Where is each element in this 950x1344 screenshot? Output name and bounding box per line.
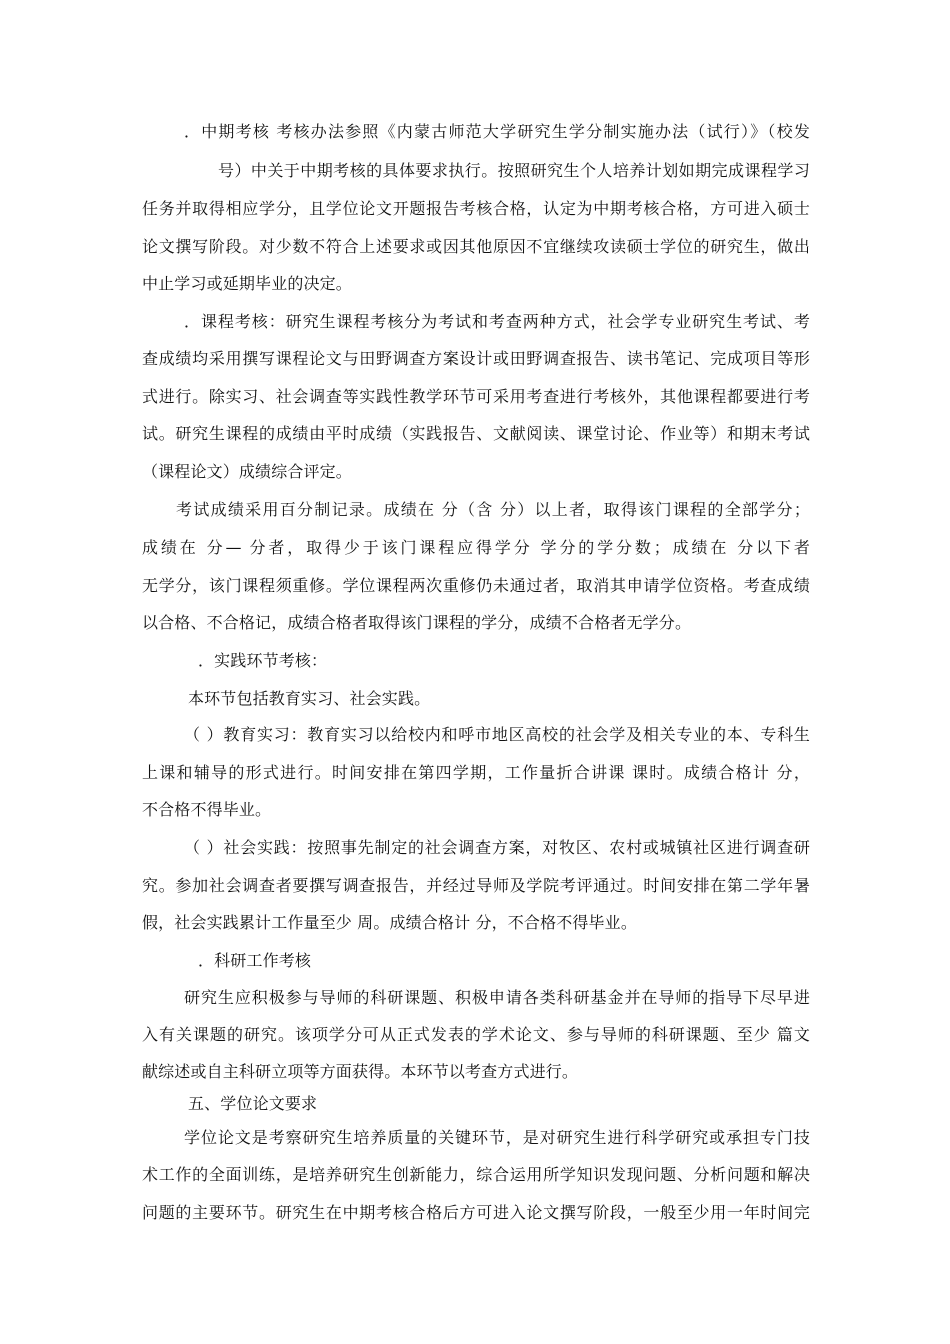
text-line: 研究生应积极参与导师的科研课题、积极申请各类科研基金并在导师的指导下尽早进: [184, 988, 810, 1007]
text-line: 无学分，该门课程须重修。学位课程两次重修仍未通过者，取消其申请学位资格。考查成绩: [142, 576, 810, 595]
text-line: （ ）教育实习：教育实习以给校内和呼市地区高校的社会学及相关专业的本、专科生: [184, 725, 810, 744]
text-line: 中止学习或延期毕业的决定。: [142, 274, 352, 293]
text-line: 术工作的全面训练，是培养研究生创新能力，综合运用所学知识发现问题、分析问题和解决: [142, 1165, 810, 1184]
text-line: ．课程考核：研究生课程考核分为考试和考查两种方式，社会学专业研究生考试、考: [184, 312, 810, 331]
text-line: 式进行。除实习、社会调查等实践性教学环节可采用考查进行考核外，其他课程都要进行考: [142, 387, 810, 406]
text-line: 考试成绩采用百分制记录。成绩在 分（含 分）以上者，取得该门课程的全部学分；: [176, 500, 810, 519]
section-heading: 五、学位论文要求: [188, 1094, 318, 1113]
section-heading: ．科研工作考核: [198, 951, 312, 970]
text-line: 试。研究生课程的成绩由平时成绩（实践报告、文献阅读、课堂讨论、作业等）和期末考试: [142, 424, 810, 443]
text-line: 问题的主要环节。研究生在中期考核合格后方可进入论文撰写阶段，一般至少用一年时间完: [142, 1203, 810, 1222]
text-line: 入有关课题的研究。该项学分可从正式发表的学术论文、参与导师的科研课题、至少 篇文: [142, 1025, 810, 1044]
text-line: 以合格、不合格记，成绩合格者取得该门课程的学分，成绩不合格者无学分。: [142, 613, 692, 632]
section-heading: ．实践环节考核：: [198, 651, 328, 670]
text-line: （课程论文）成绩综合评定。: [142, 462, 352, 481]
text-line: 假，社会实践累计工作量至少 周。成绩合格计 分，不合格不得毕业。: [142, 913, 637, 932]
text-line: 论文撰写阶段。对少数不符合上述要求或因其他原因不宜继续攻读硕士学位的研究生，做出: [142, 237, 810, 256]
text-line: 学位论文是考察研究生培养质量的关键环节，是对研究生进行科学研究或承担专门技: [184, 1128, 810, 1147]
text-line: 成绩在 分— 分者，取得少于该门课程应得学分 学分的学分数；成绩在 分以下者: [142, 538, 810, 557]
text-line: 本环节包括教育实习、社会实践。: [188, 689, 431, 708]
text-line: ．中期考核 考核办法参照《内蒙古师范大学研究生学分制实施办法（试行）》（校发: [184, 122, 810, 141]
text-line: 任务并取得相应学分，且学位论文开题报告考核合格，认定为中期考核合格，方可进入硕士: [142, 199, 810, 218]
text-line: 上课和辅导的形式进行。时间安排在第四学期，工作量折合讲课 课时。成绩合格计 分，: [142, 763, 810, 782]
text-line: 号）中关于中期考核的具体要求执行。按照研究生个人培养计划如期完成课程学习: [218, 161, 810, 180]
text-line: 不合格不得毕业。: [142, 800, 272, 819]
text-line: 查成绩均采用撰写课程论文与田野调查方案设计或田野调查报告、读书笔记、完成项目等形: [142, 349, 810, 368]
text-line: （ ）社会实践：按照事先制定的社会调查方案，对牧区、农村或城镇社区进行调查研: [184, 838, 810, 857]
text-line: 献综述或自主科研立项等方面获得。本环节以考查方式进行。: [142, 1062, 579, 1081]
text-line: 究。参加社会调查者要撰写调查报告，并经过导师及学院考评通过。时间安排在第二学年暑: [142, 876, 810, 895]
